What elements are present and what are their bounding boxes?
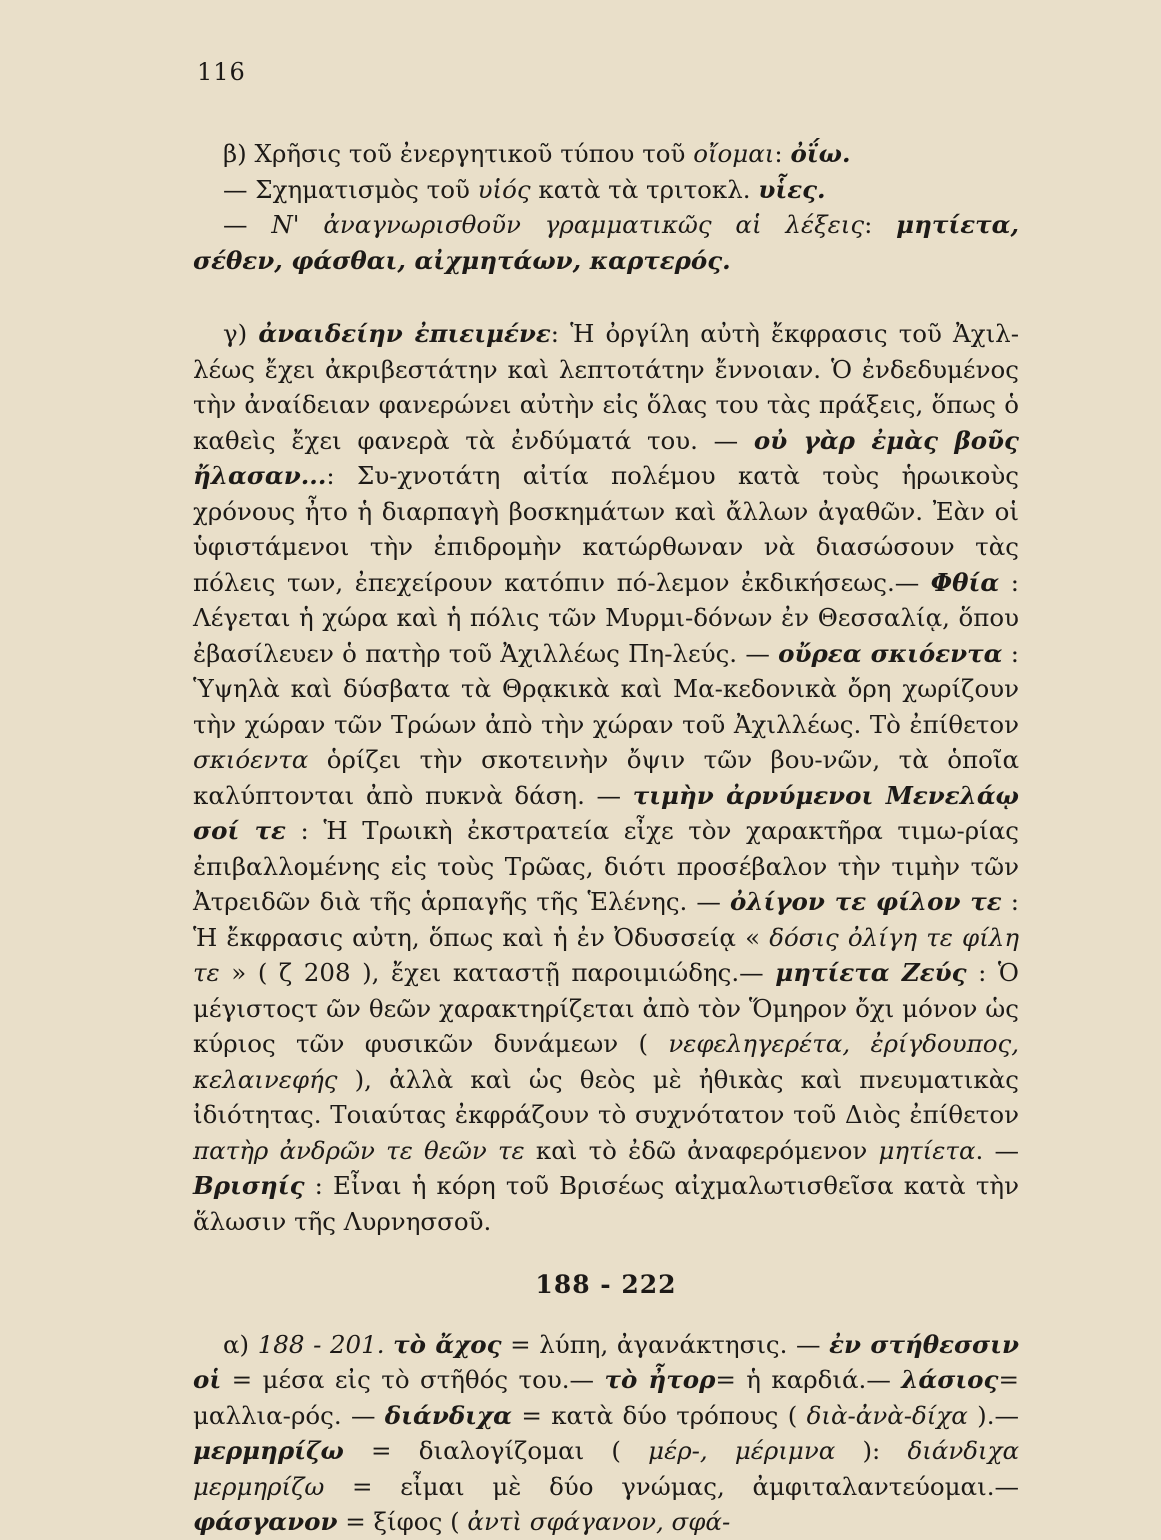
italic-text: σκιόεντα [193, 745, 309, 774]
text-run: : Ὁ μέγιστοςτ ῶν θεῶν χαρακτηρίζεται ἀπὸ τὸν Ὅμηρον ὄχι μόνον ὡς κύριος τῶν φυσικῶν δυνάμεων ( [193, 958, 1019, 1058]
italic-text: μέρ-, μέριμνα [648, 1436, 836, 1465]
text-run: ), ἀλλὰ καὶ ὡς θεὸς μὲ ἠθικὰς καὶ πνευματικὰς ἰδιότητας. Τοιαύτας ἐκφράζουν τὸ συχνότατον τοῦ Διὸς ἐπίθετον [193, 1064, 1019, 1129]
bold-italic-term: τιμὴν ἀρνύμενοι Μενελάῳ σοί τε [193, 780, 1019, 845]
bold-italic-term: διάνδιχα [384, 1400, 512, 1430]
text-run: καὶ τὸ ἐδῶ ἀναφερόμενον [524, 1135, 879, 1165]
text-run: γ) [223, 319, 259, 348]
text-run: = λύπη, ἀγανάκτησις. — [501, 1329, 830, 1359]
italic-text: μητίετα [878, 1135, 976, 1165]
italic-text: νεφεληγερέτα, ἐρίγδουπος, κελαινεφής [193, 1029, 1019, 1094]
text-run: . — [975, 1135, 1020, 1165]
text-run: = διαλογίζομαι ( [343, 1436, 649, 1465]
text-run: = ξίφος ( [337, 1507, 468, 1536]
text-run: : Ὑψηλὰ καὶ δύσβατα τὰ Θρᾳκικὰ καὶ Μα-κεδονικὰ ὄρη χωρίζουν τὴν χώραν τῶν Τρώων ἀπὸ τὴν χώραν τοῦ Ἀχιλλέως. Τὸ ἐπίθετον [193, 638, 1019, 739]
text-run: : Λέγεται ἡ χώρα καὶ ἡ πόλις τῶν Μυρμι-δόνων ἐν Θεσσαλίᾳ, ὅπου ἐβασίλευεν ὁ πατὴρ τοῦ Ἀχιλλέως Πη-λεύς. — [193, 567, 1019, 668]
section-heading: 188 - 222 [535, 1270, 677, 1299]
text-run: = ἡ καρδιά.— [715, 1365, 902, 1394]
text-run: : [774, 139, 791, 168]
bold-italic-term: Φθία [930, 567, 1000, 597]
text-run: » ( ζ 208 ), ἔχει καταστῇ παροιμιώδης.— [219, 958, 776, 987]
text-run: ): [835, 1436, 908, 1465]
italic-text: ἀντὶ σφάγανον, σφά- [467, 1507, 731, 1536]
italic-text: διὰ-ἀνὰ-δίχα [806, 1400, 968, 1430]
text-run: ).— [967, 1400, 1019, 1430]
text-run: κατὰ τὰ τριτοκλ. [530, 174, 759, 204]
bold-italic-term: φάσγανον [193, 1507, 338, 1536]
text-run [385, 1330, 394, 1359]
text-run: : Ἡ ἔκφρασις αὐτη, ὅπως καὶ ἡ ἐν Ὀδυσσείᾳ « [193, 887, 1019, 952]
bold-italic-term: τὸ ἦτορ [604, 1365, 716, 1394]
bold-italic-term: υἷες. [758, 174, 826, 204]
italic-text: Ν' ἀναγνωρισθοῦν γραμματικῶς αἱ λέξεις [271, 210, 865, 239]
italic-text: 188 - 201. [257, 1329, 385, 1359]
paragraph [193, 136, 1019, 172]
text-run: : [864, 210, 897, 239]
section-gamma [193, 316, 1019, 1239]
spacer [193, 278, 1019, 316]
bold-italic-term: μερμηρίζω [193, 1436, 344, 1465]
text-run: : Συ-χνοτάτη αἰτία πολέμου κατὰ τοὺς ἡρωικοὺς χρόνους ἦτο ἡ διαρπαγὴ βοσκημάτων καὶ ἄλλων ἀγαθῶν. Ἐὰν οἱ ὑφιστάμενοι τὴν ἐπιδρομὴν κατώρθωναν νὰ διασώσουν τὰς πόλεις των, ἐπεχείρουν κατόπιν πό-λεμον ἐκδικήσεως.— [193, 461, 1019, 597]
text-run: : Εἶναι ἡ κόρη τοῦ Βρισέως αἰχμαλωτισθεῖσα κατὰ τὴν ἅλωσιν τῆς Λυρνησσοῦ. [193, 1171, 1019, 1236]
bold-italic-term: τὸ ἄχος [393, 1329, 502, 1359]
text-run: ὁρίζει τὴν σκοτεινὴν ὄψιν τῶν βου-νῶν, τὰ ὁποῖα καλύπτονται ἀπὸ πυκνὰ δάση. — [193, 745, 1019, 810]
bold-italic-term: ἐν στήθεσσιν οἱ [193, 1329, 1019, 1394]
paragraph [193, 172, 1019, 208]
text-run: β) Χρῆσις τοῦ ἐνεργητικοῦ τύπου τοῦ [223, 139, 694, 168]
bold-italic-term: οὔρεα σκιόεντα [778, 638, 1003, 668]
bold-italic-term: οὐ γὰρ ἐμὰς βοῦς ἤλασαν... [193, 425, 1019, 490]
italic-text: υἱός [477, 174, 531, 204]
bold-italic-term: λάσιος [901, 1365, 999, 1394]
bold-italic-term: ὀΐω. [790, 139, 851, 168]
text-run: — Σχηματισμὸς τοῦ [223, 174, 478, 204]
section-alpha [193, 1327, 1019, 1540]
bold-italic-term: μητίετα, σέθεν, φάσθαι, αἰχμητάων, καρτερός. [193, 210, 1020, 275]
italic-text: δόσις ὀλίγη τε φίλη τε [193, 922, 1020, 987]
text-run: = εἶμαι μὲ δύο γνώμας, ἀμφιταλαντεύομαι.— [324, 1471, 1019, 1501]
text-run: — [223, 210, 272, 239]
bold-italic-term: Βρισηίς [193, 1171, 305, 1200]
page-content [193, 136, 1019, 1540]
italic-text: πατὴρ ἀνδρῶν τε θεῶν τε [193, 1135, 525, 1165]
text-run: α) [223, 1329, 258, 1359]
italic-text: διάνδιχα μερμηρίζω [193, 1436, 1019, 1501]
section-beta [193, 136, 1019, 278]
text-run: = μαλλια-ρός. — [193, 1365, 1019, 1430]
page-number: 116 [197, 58, 246, 86]
bold-italic-term: μητίετα Ζεύς [775, 958, 967, 987]
text-run: = κατὰ δύο τρόπους ( [512, 1400, 807, 1430]
italic-text: οἴομαι [693, 139, 775, 168]
bold-italic-term: ἀναιδείην ἐπιειμένε [258, 319, 551, 348]
paragraph [193, 207, 1019, 278]
text-run: : Ἡ ὀργίλη αὐτὴ ἔκφρασις τοῦ Ἀχιλ-λέως ἔχει ἀκριβεστάτην καὶ λεπτοτάτην ἔννοιαν. Ὁ ἐνδεδυμένος τὴν ἀναίδειαν φανερώνει αὐτὴν εἰς ὅλας του τὰς πράξεις, ὅπως ὁ καθεὶς ἔχει φανερὰ τὰ ἐνδύματά του. — [193, 319, 1019, 455]
text-run: : Ἡ Τρωικὴ ἐκστρατεία εἶχε τὸν χαρακτῆρα τιμω-ρίας ἐπιβαλλομένης εἰς τοὺς Τρῶας, διότι προσέβαλον τὴν τιμὴν τῶν Ἀτρειδῶν διὰ τῆς ἁρπαγῆς τῆς Ἑλένης. — [193, 816, 1019, 916]
text-run: = μέσα εἰς τὸ στῆθός του.— [221, 1365, 605, 1394]
bold-italic-term: ὀλίγον τε φίλον τε [730, 887, 1002, 916]
